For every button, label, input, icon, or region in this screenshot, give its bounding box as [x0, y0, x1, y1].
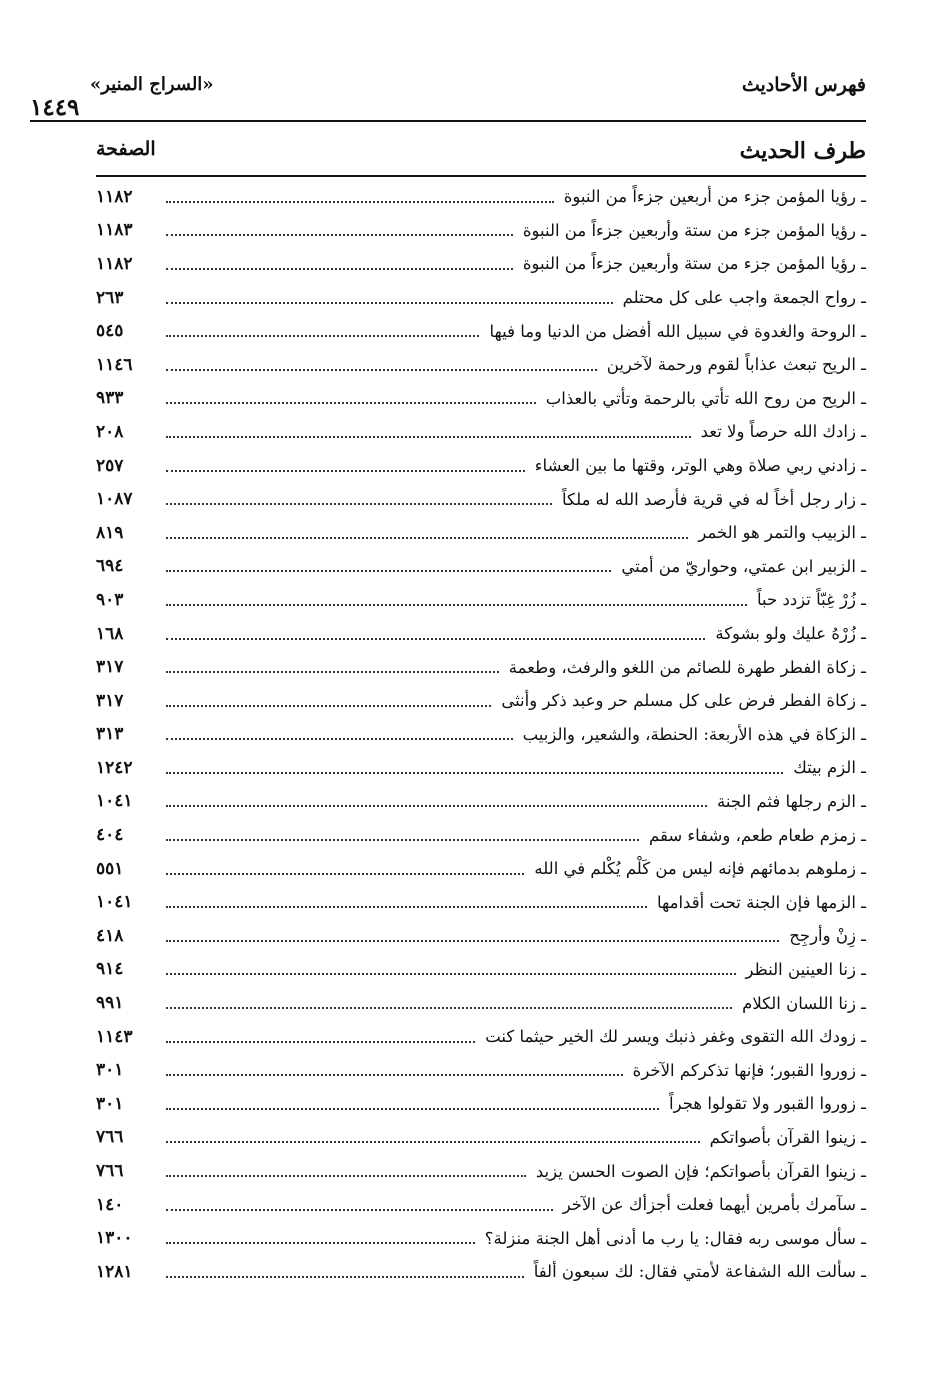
index-entry — [96, 1255, 866, 1289]
page-reference: ٤١٨ — [96, 925, 124, 946]
dot-leader — [166, 1108, 659, 1110]
index-entry — [96, 550, 866, 584]
index-entry — [96, 247, 866, 281]
dot-leader — [166, 973, 736, 975]
index-entry — [96, 1221, 866, 1255]
page-reference: ١١٨٣ — [96, 220, 133, 241]
column-headers — [96, 138, 866, 174]
index-entry — [96, 785, 866, 819]
index-entry — [96, 650, 866, 684]
hadith-incipit: ـ الزكاة في هذه الأربعة: الحنطة، والشعير، والزبيب — [522, 724, 866, 744]
page-reference: ٤٠٤ — [96, 825, 124, 846]
page-reference: ٣٠١ — [96, 1093, 124, 1114]
index-entry — [96, 1121, 866, 1155]
hadith-incipit: ـ الزم بيتك — [793, 758, 866, 778]
dot-leader — [166, 1276, 524, 1278]
hadith-incipit: ـ سأل موسى ربه فقال: يا رب ما أدنى أهل الجنة منزلة؟ — [484, 1228, 866, 1248]
running-header — [30, 74, 866, 122]
column-header-hadith: طرف الحديث — [739, 138, 866, 164]
dot-leader — [166, 436, 691, 438]
header-divider — [30, 120, 866, 122]
hadith-incipit: ـ الزمها فإن الجنة تحت أقدامها — [657, 892, 866, 912]
dot-leader — [166, 839, 639, 841]
hadith-incipit: ـ زِنْ وأرجِح — [789, 926, 866, 946]
hadith-incipit: ـ سآمرك بأمرين أيهما فعلت أجزأك عن الآخر — [562, 1195, 866, 1215]
dot-leader — [166, 940, 779, 942]
dot-leader — [166, 335, 479, 337]
page-reference: ١٠٤١ — [96, 892, 133, 913]
hadith-incipit: ـ زكاة الفطر فرض على كل مسلم حر وعبد ذكر وأنثى — [501, 691, 866, 711]
index-entry — [96, 180, 866, 214]
index-entry — [96, 1154, 866, 1188]
dot-leader — [166, 268, 513, 270]
index-entry — [96, 919, 866, 953]
dot-leader — [166, 470, 525, 472]
hadith-incipit: ـ رؤيا المؤمن جزء من ستة وأربعين جزءاً من النبوة — [522, 220, 866, 240]
index-entry — [96, 382, 866, 416]
index-entry — [96, 583, 866, 617]
dot-leader — [166, 201, 554, 203]
page-reference: ٣١٧ — [96, 690, 124, 711]
page-reference: ٩٣٣ — [96, 388, 124, 409]
index-entry — [96, 1020, 866, 1054]
hadith-incipit: ـ الزم رجلها فثم الجنة — [717, 791, 866, 811]
hadith-incipit: ـ زوروا القبور ولا تقولوا هجراً — [669, 1094, 866, 1114]
dot-leader — [166, 638, 705, 640]
page-reference: ٣١٣ — [96, 724, 124, 745]
page-number: ١٤٤٩ — [30, 94, 80, 121]
index-entry — [96, 953, 866, 987]
page-reference: ١٣٠٠ — [96, 1228, 133, 1249]
page-reference: ٩٠٣ — [96, 589, 124, 610]
index-entry — [96, 852, 866, 886]
dot-leader — [166, 1209, 553, 1211]
index-entry — [96, 449, 866, 483]
hadith-incipit: ـ زكاة الفطر طهرة للصائم من اللغو والرفث، وطعمة — [508, 657, 866, 677]
hadith-incipit: ـ زادني ربي صلاة وهي الوتر، وقتها ما بين العشاء — [534, 456, 866, 476]
dot-leader — [166, 302, 613, 304]
hadith-incipit: ـ زوروا القبور؛ فإنها تذكركم الآخرة — [632, 1060, 866, 1080]
page-reference: ٧٦٦ — [96, 1127, 124, 1148]
index-entry — [96, 684, 866, 718]
dot-leader — [166, 503, 552, 505]
index-entry — [96, 885, 866, 919]
hadith-incipit: ـ الزبيب والتمر هو الخمر — [698, 523, 866, 543]
page-reference: ١٤٠ — [96, 1194, 124, 1215]
hadith-incipit: ـ الريح من روح الله تأتي بالرحمة وتأتي بالعذاب — [545, 388, 866, 408]
page-reference: ٥٥١ — [96, 858, 124, 879]
page-reference: ٨١٩ — [96, 522, 124, 543]
page-reference: ٦٩٤ — [96, 556, 124, 577]
dot-leader — [166, 234, 513, 236]
index-entry — [96, 1087, 866, 1121]
hadith-incipit: ـ زودك الله التقوى وغفر ذنبك ويسر لك الخير حيثما كنت — [485, 1027, 866, 1047]
index-entry — [96, 818, 866, 852]
index-entry — [96, 1188, 866, 1222]
hadith-incipit: ـ رواح الجمعة واجب على كل محتلم — [622, 288, 866, 308]
index-entry — [96, 415, 866, 449]
dot-leader — [166, 537, 688, 539]
column-header-page: الصفحة — [96, 138, 156, 160]
hadith-incipit: ـ زنا اللسان الكلام — [742, 993, 866, 1013]
page-reference: ٣٠١ — [96, 1060, 124, 1081]
page-reference: ١١٨٢ — [96, 253, 133, 274]
index-entry — [96, 482, 866, 516]
dot-leader — [166, 873, 524, 875]
index-entry — [96, 516, 866, 550]
page-reference: ١٠٨٧ — [96, 489, 133, 510]
hadith-incipit: ـ زُرْهُ عليك ولو بشوكة — [715, 624, 866, 644]
page-reference: ١١٨٢ — [96, 186, 133, 207]
hadith-incipit: ـ زينوا القرآن بأصواتكم — [709, 1127, 866, 1147]
hadith-incipit: ـ الزبير ابن عمتي، وحواريّ من أمتي — [621, 556, 866, 576]
index-entry — [96, 314, 866, 348]
page-reference: ٩١٤ — [96, 959, 124, 980]
dot-leader — [166, 1242, 475, 1244]
page-reference: ١١٤٣ — [96, 1026, 133, 1047]
hadith-index-list — [96, 180, 866, 1289]
page-reference: ٥٤٥ — [96, 321, 124, 342]
index-entry — [96, 718, 866, 752]
hadith-incipit: ـ زادك الله حرصاً ولا تعد — [700, 422, 866, 442]
hadith-incipit: ـ الروحة والغدوة في سبيل الله أفضل من الدنيا وما فيها — [489, 321, 866, 341]
page-reference: ١٦٨ — [96, 623, 124, 644]
hadith-incipit: ـ سألت الله الشفاعة لأمتي فقال: لك سبعون ألفاً — [533, 1262, 866, 1282]
index-entry — [96, 617, 866, 651]
index-entry — [96, 986, 866, 1020]
page-reference: ١١٤٦ — [96, 354, 133, 375]
dot-leader — [166, 570, 611, 572]
section-title: فهرس الأحاديث — [741, 74, 866, 96]
page-reference: ١٢٤٢ — [96, 757, 133, 778]
dot-leader — [166, 1074, 623, 1076]
index-entry — [96, 1053, 866, 1087]
dot-leader — [166, 1041, 475, 1043]
dot-leader — [166, 369, 597, 371]
dot-leader — [166, 1141, 700, 1143]
page-reference: ٢٦٣ — [96, 287, 124, 308]
dot-leader — [166, 805, 707, 807]
book-title: «السراج المنير» — [90, 74, 214, 95]
dot-leader — [166, 1007, 732, 1009]
dot-leader — [166, 604, 747, 606]
dot-leader — [166, 1175, 526, 1177]
dot-leader — [166, 738, 513, 740]
page-reference: ١٢٨١ — [96, 1261, 133, 1282]
page-reference: ٢٥٧ — [96, 455, 124, 476]
hadith-incipit: ـ رؤيا المؤمن جزء من ستة وأربعين جزءاً من النبوة — [522, 254, 866, 274]
column-divider — [96, 175, 866, 177]
hadith-incipit: ـ زُرْ غِبّاً تزدد حباً — [757, 590, 866, 610]
hadith-incipit: ـ زار رجل أخاً له في قرية فأرصد الله له ملكاً — [561, 489, 866, 509]
hadith-incipit: ـ زمزم طعام طعم، وشفاء سقم — [649, 825, 866, 845]
hadith-incipit: ـ زينوا القرآن بأصواتكم؛ فإن الصوت الحسن يزيد — [535, 1161, 866, 1181]
hadith-incipit: ـ رؤيا المؤمن جزء من أربعين جزءاً من النبوة — [563, 187, 866, 207]
page-reference: ١٠٤١ — [96, 791, 133, 812]
dot-leader — [166, 671, 499, 673]
index-entry — [96, 214, 866, 248]
page-reference: ٩٩١ — [96, 993, 124, 1014]
dot-leader — [166, 906, 647, 908]
hadith-incipit: ـ زنا العينين النظر — [745, 959, 866, 979]
page-reference: ٧٦٦ — [96, 1161, 124, 1182]
index-entry — [96, 348, 866, 382]
hadith-incipit: ـ زملوهم بدمائهم فإنه ليس من كَلْم يُكْلم في الله — [534, 859, 866, 879]
dot-leader — [166, 705, 491, 707]
index-entry — [96, 751, 866, 785]
page-reference: ٢٠٨ — [96, 421, 124, 442]
page-reference: ٣١٧ — [96, 657, 124, 678]
dot-leader — [166, 402, 536, 404]
index-entry — [96, 281, 866, 315]
dot-leader — [166, 772, 783, 774]
hadith-incipit: ـ الريح تبعث عذاباً لقوم ورحمة لآخرين — [606, 355, 866, 375]
